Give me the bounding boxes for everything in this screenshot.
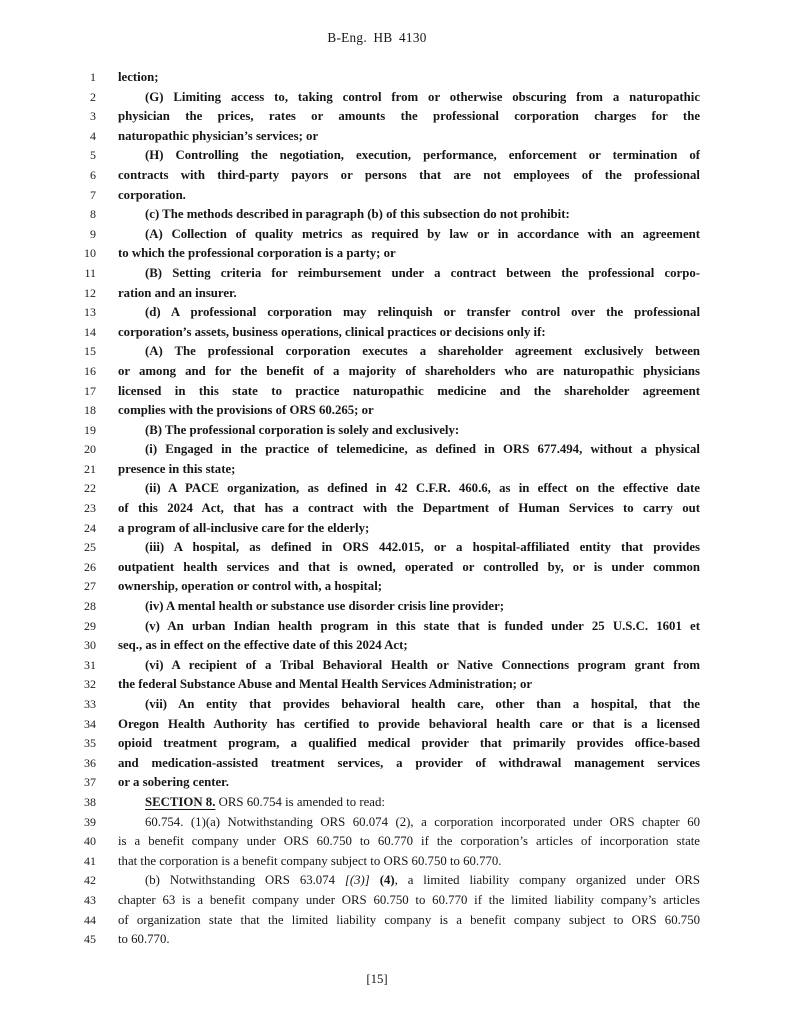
line-text-segment: [(3)] <box>344 873 370 888</box>
line-text-segment: , a limited liability company organized under ORS <box>394 873 700 888</box>
line-row <box>0 127 800 147</box>
line-text: complies with the provisions of ORS 60.265; or <box>118 403 374 418</box>
line-number: 42 <box>84 873 96 888</box>
line-row <box>0 558 800 578</box>
line-number: 16 <box>84 363 96 378</box>
line-number: 32 <box>84 677 96 692</box>
line-text: lection; <box>118 70 159 84</box>
line-row <box>0 813 800 833</box>
line-number: 21 <box>84 461 96 476</box>
line-text: (vii) An entity that provides behavioral health care, other than a hospital, that the <box>145 697 700 711</box>
line-text-segment: (4) <box>379 873 395 888</box>
line-number: 30 <box>84 638 96 653</box>
line-text: licensed in this state to practice naturopathic medicine and the shareholder agreement <box>118 383 700 398</box>
line-number: 12 <box>84 285 96 300</box>
line-text: that the corporation is a benefit company subject to ORS 60.750 to 60.770. <box>118 853 502 868</box>
line-row <box>0 519 800 539</box>
line-text: corporation’s assets, business operations, clinical practices or decisions only if: <box>118 324 546 339</box>
line-number: 23 <box>84 501 96 516</box>
line-number: 26 <box>84 559 96 574</box>
line-text: physician the prices, rates or amounts the professional corporation charges for the <box>118 109 700 124</box>
line-row <box>0 225 800 245</box>
line-number: 7 <box>90 187 96 202</box>
line-number: 15 <box>84 344 96 359</box>
line-row <box>0 284 800 304</box>
line-row <box>0 421 800 441</box>
line-number: 41 <box>84 853 96 868</box>
line-row <box>0 323 800 343</box>
line-number: 5 <box>90 148 96 163</box>
line-text: opioid treatment program, a qualified medical provider that primarily provides office-based <box>118 736 700 751</box>
line-text: (iv) A mental health or substance use disorder crisis line provider; <box>145 599 505 614</box>
line-number: 17 <box>84 383 96 398</box>
line-row <box>0 362 800 382</box>
line-number: 33 <box>84 697 96 711</box>
line-text: naturopathic physician’s services; or <box>118 128 319 143</box>
line-text: (H) Controlling the negotiation, execution, performance, enforcement or termination of <box>145 148 700 163</box>
line-row <box>0 617 800 637</box>
line-text: chapter 63 is a benefit company under ORS 60.750 to 60.770 if the limited liability company’s articles <box>118 892 700 907</box>
line-number: 1 <box>90 70 96 84</box>
line-number: 9 <box>90 226 96 241</box>
line-number: 25 <box>84 540 96 555</box>
line-number: 6 <box>90 167 96 182</box>
line-row <box>0 88 800 108</box>
line-number: 44 <box>84 912 96 927</box>
line-text: of organization state that the limited liability company is a benefit company subject to ORS 60.750 <box>118 912 700 927</box>
line-row <box>0 911 800 931</box>
line-row <box>0 891 800 911</box>
line-row <box>0 852 800 872</box>
line-number: 24 <box>84 520 96 535</box>
line-text: ration and an insurer. <box>118 285 237 300</box>
line-row <box>0 636 800 656</box>
line-number: 28 <box>84 599 96 614</box>
line-text: (v) An urban Indian health program in this state that is funded under 25 U.S.C. 1601 et <box>145 618 700 633</box>
line-number: 14 <box>84 324 96 339</box>
line-row <box>0 499 800 519</box>
line-text <box>118 871 700 891</box>
line-row <box>0 773 800 793</box>
line-text: (iii) A hospital, as defined in ORS 442.015, or a hospital-affiliated entity that provides <box>145 540 700 555</box>
line-text: (A) The professional corporation executes a shareholder agreement exclusively between <box>145 344 700 359</box>
line-row <box>0 656 800 676</box>
line-text: seq., as in effect on the effective date of this 2024 Act; <box>118 638 408 653</box>
line-row <box>0 695 800 715</box>
line-row <box>0 440 800 460</box>
line-number: 10 <box>84 246 96 261</box>
line-text: ownership, operation or control with, a hospital; <box>118 579 383 594</box>
line-number: 27 <box>84 579 96 594</box>
line-number: 18 <box>84 403 96 418</box>
line-text: of this 2024 Act, that has a contract with the Department of Human Services to carry out <box>118 501 700 516</box>
line-text-segment <box>370 873 380 887</box>
line-row <box>0 715 800 735</box>
line-text: (d) A professional corporation may relinquish or transfer control over the professional <box>145 305 700 320</box>
line-text: outpatient health services and that is owned, operated or controlled by, or is under common <box>118 559 700 574</box>
line-row <box>0 754 800 774</box>
line-row <box>0 832 800 852</box>
line-text-segment: (b) Notwithstanding ORS 63.074 <box>145 873 345 888</box>
line-number: 45 <box>84 932 96 947</box>
line-number: 34 <box>84 716 96 731</box>
line-row <box>0 479 800 499</box>
line-row <box>0 382 800 402</box>
line-text: (B) Setting criteria for reimbursement under a contract between the professional corpo- <box>145 265 700 280</box>
line-text: (vi) A recipient of a Tribal Behavioral Health or Native Connections program grant from <box>145 657 700 672</box>
line-number: 38 <box>84 794 96 809</box>
line-number: 31 <box>84 657 96 672</box>
page-header-title: B-Eng. HB 4130 <box>327 30 427 45</box>
line-row <box>0 538 800 558</box>
line-number: 39 <box>84 814 96 829</box>
line-row <box>0 675 800 695</box>
line-number: 4 <box>90 128 96 143</box>
line-text: or among and for the benefit of a majority of shareholders who are naturopathic physicians <box>118 363 700 378</box>
line-text <box>118 793 700 813</box>
line-text: or a sobering center. <box>118 775 229 790</box>
line-row <box>0 166 800 186</box>
line-row <box>0 68 800 88</box>
line-row <box>0 264 800 284</box>
line-text: a program of all-inclusive care for the elderly; <box>118 520 370 535</box>
line-number: 13 <box>84 305 96 320</box>
line-text: corporation. <box>118 187 186 202</box>
line-row <box>0 342 800 362</box>
line-number: 11 <box>84 265 96 280</box>
line-row <box>0 186 800 206</box>
line-text: (B) The professional corporation is solely and exclusively: <box>145 422 460 437</box>
line-text: 60.754. (1)(a) Notwithstanding ORS 60.074 (2), a corporation incorporated under ORS chapter 60 <box>145 814 700 829</box>
text-lines <box>0 68 800 950</box>
line-row <box>0 401 800 421</box>
line-row <box>0 107 800 127</box>
line-number: 22 <box>84 481 96 496</box>
line-text: is a benefit company under ORS 60.750 to 60.770 if the corporation’s articles of incorporation state <box>118 834 700 849</box>
line-row <box>0 460 800 480</box>
line-row <box>0 577 800 597</box>
line-number: 3 <box>90 109 96 124</box>
line-number: 29 <box>84 618 96 633</box>
line-text-segment: SECTION 8. <box>145 794 216 809</box>
line-text: the federal Substance Abuse and Mental Health Services Administration; or <box>118 677 533 692</box>
line-row <box>0 930 800 950</box>
line-text: Oregon Health Authority has certified to provide behavioral health care or that is a licensed <box>118 716 700 731</box>
line-row <box>0 244 800 264</box>
line-text: presence in this state; <box>118 461 236 476</box>
line-text: (i) Engaged in the practice of telemedicine, as defined in ORS 677.494, without a physical <box>145 442 700 457</box>
line-number: 37 <box>84 775 96 790</box>
footer-page-number: [15] <box>366 972 388 986</box>
line-row <box>0 871 800 891</box>
line-number: 19 <box>84 422 96 437</box>
line-text: to 60.770. <box>118 932 170 947</box>
line-number: 2 <box>90 89 96 104</box>
line-number: 35 <box>84 736 96 751</box>
line-number: 8 <box>90 207 96 222</box>
line-text: and medication-assisted treatment services, a provider of withdrawal management services <box>118 755 700 770</box>
line-text: (ii) A PACE organization, as defined in 42 C.F.R. 460.6, as in effect on the effective date <box>145 481 700 496</box>
line-text: (A) Collection of quality metrics as required by law or in accordance with an agreement <box>145 226 700 241</box>
line-number: 40 <box>84 834 96 849</box>
line-number: 43 <box>84 892 96 907</box>
line-row <box>0 146 800 166</box>
line-row <box>0 793 800 813</box>
line-row <box>0 734 800 754</box>
line-row <box>0 597 800 617</box>
line-row <box>0 303 800 323</box>
line-text: (c) The methods described in paragraph (b) of this subsection do not prohibit: <box>145 207 570 222</box>
line-row <box>0 205 800 225</box>
line-number: 20 <box>84 442 96 457</box>
line-text-segment: ORS 60.754 is amended to read: <box>215 794 385 809</box>
line-text: (G) Limiting access to, taking control from or otherwise obscuring from a naturopathic <box>145 89 700 104</box>
line-number: 36 <box>84 755 96 770</box>
line-text: contracts with third-party payors or persons that are not employees of the professional <box>118 167 700 182</box>
line-text: to which the professional corporation is a party; or <box>118 246 396 261</box>
